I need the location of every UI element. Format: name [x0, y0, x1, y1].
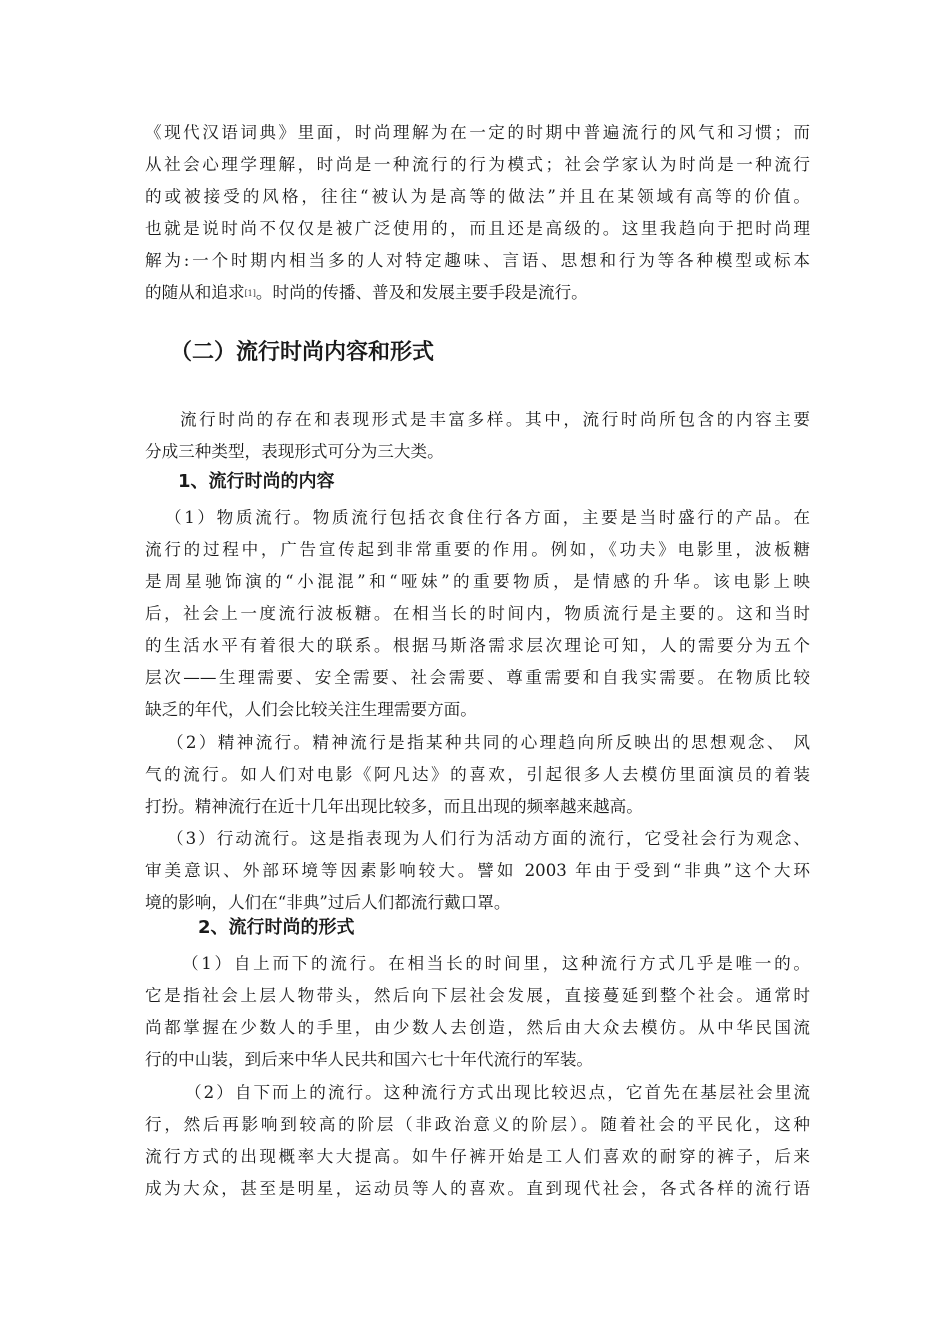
section-title: （二）流行时尚内容和形式 — [170, 340, 435, 365]
topdown-line-3: 尚都掌握在少数人的手里，由少数人去创造，然后由大众去模仿。从中华民国流 — [145, 1018, 810, 1037]
section-intro-line-1: 流行时尚的存在和表现形式是丰富多样。其中，流行时尚所包含的内容主要 — [180, 410, 810, 429]
material-line-7: 缺乏的年代，人们会比较关注生理需要方面。 — [145, 700, 477, 719]
intro-line-5: 解为:一个时期内相当多的人对特定趣味、言语、思想和行为等各种模型或标本 — [145, 251, 810, 270]
intro-line-2: 从社会心理学理解，时尚是一种流行的行为模式；社会学家认为时尚是一种流行 — [145, 155, 810, 174]
bottomup-line-4: 成为大众，甚至是明星，运动员等人的喜欢。直到现代社会，各式各样的流行语 — [145, 1179, 810, 1198]
citation-ref[interactable]: [1] — [244, 289, 256, 298]
intro-line-6-text-a: 的随从和追求 — [145, 283, 245, 302]
intro-line-1: 《现代汉语词典》里面，时尚理解为在一定的时期中普遍流行的风气和习惯；而 — [145, 123, 810, 142]
material-line-5: 的生活水平有着很大的联系。根据马斯洛需求层次理论可知，人的需要分为五个 — [145, 636, 810, 655]
bottomup-line-3: 流行方式的出现概率大大提高。如牛仔裤开始是工人们喜欢的耐穿的裤子，后来 — [145, 1147, 810, 1166]
intro-line-3: 的或被接受的风格，往往“被认为是高等的做法”并且在某领域有高等的价值。 — [145, 187, 810, 206]
intro-line-4: 也就是说时尚不仅仅是被广泛使用的，而且还是高级的。这里我趋向于把时尚理 — [145, 219, 810, 238]
spirit-line-1: （2）精神流行。精神流行是指某种共同的心理趋向所反映出的思想观念、 风 — [167, 733, 810, 752]
action-line-1: （3）行动流行。这是指表现为人们行为活动方面的流行，它受社会行为观念、 — [167, 829, 810, 848]
topdown-line-2: 它是指社会上层人物带头，然后向下层社会发展，直接蔓延到整个社会。通常时 — [145, 986, 810, 1005]
material-line-3: 是周星驰饰演的“小混混”和“哑妹”的重要物质，是情感的升华。该电影上映 — [145, 572, 810, 591]
intro-line-6-text-b: 。时尚的传播、普及和发展主要手段是流行。 — [255, 283, 588, 302]
spirit-line-3: 打扮。精神流行在近十几年出现比较多，而且出现的频率越来越高。 — [145, 797, 643, 816]
material-line-4: 后，社会上一度流行波板糖。在相当长的时间内，物质流行是主要的。这和当时 — [145, 604, 810, 623]
intro-line-6 — [145, 283, 810, 304]
bottomup-line-1: （2）自下而上的流行。这种流行方式出现比较迟点，它首先在基层社会里流 — [185, 1083, 810, 1102]
action-line-3: 境的影响，人们在“非典”过后人们都流行戴口罩。 — [145, 893, 511, 912]
action-line-2: 审美意识、外部环境等因素影响较大。譬如 2003 年由于受到“非典”这个大环 — [145, 861, 810, 880]
spirit-line-2: 气的流行。如人们对电影《阿凡达》的喜欢，引起很多人去模仿里面演员的着装 — [145, 765, 810, 784]
section-intro-line-2: 分成三种类型，表现形式可分为三大类。 — [145, 442, 444, 461]
material-line-2: 流行的过程中，广告宣传起到非常重要的作用。例如，《功夫》电影里，波板糖 — [145, 540, 810, 559]
subsection-title-content: 1、流行时尚的内容 — [178, 471, 335, 492]
material-line-1: （1）物质流行。物质流行包括衣食住行各方面，主要是当时盛行的产品。在 — [165, 508, 810, 527]
topdown-line-4: 行的中山装，到后来中华人民共和国六七十年代流行的军装。 — [145, 1050, 594, 1069]
subsection-title-form: 2、流行时尚的形式 — [198, 917, 355, 938]
topdown-line-1: （1）自上而下的流行。在相当长的时间里，这种流行方式几乎是唯一的。 — [182, 954, 810, 973]
material-line-6: 层次——生理需要、安全需要、社会需要、尊重需要和自我实需要。在物质比较 — [145, 668, 810, 687]
bottomup-line-2: 行，然后再影响到较高的阶层（非政治意义的阶层）。随着社会的平民化，这种 — [145, 1115, 810, 1134]
